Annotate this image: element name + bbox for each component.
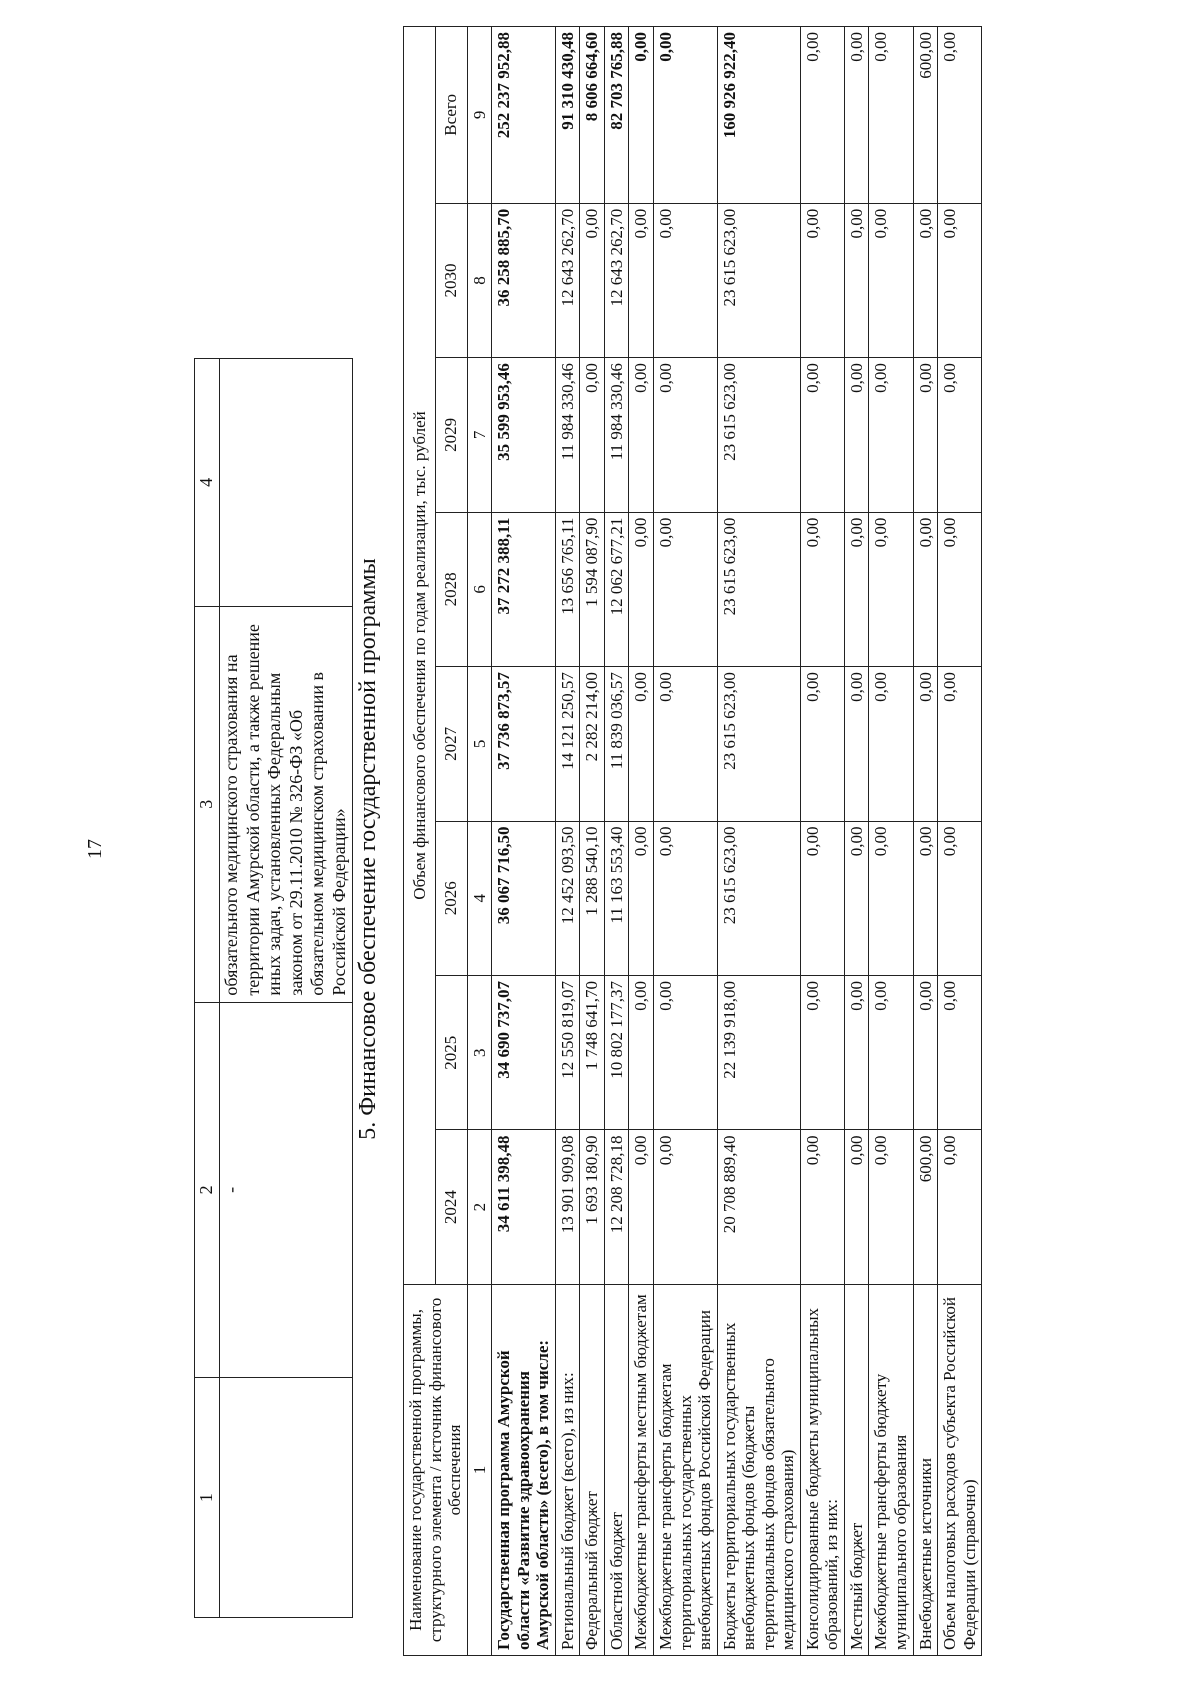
row-name: Межбюджетные трансферты бюджету муниципального образования (869, 1284, 913, 1655)
row-value: 11 839 036,57 (604, 667, 629, 821)
index-cell: 4 (467, 821, 492, 975)
row-value: 0,00 (913, 203, 938, 357)
row-value: 2 282 214,00 (580, 667, 605, 821)
row-value: 36 067 716,50 (492, 821, 556, 975)
row-name: Федеральный бюджет (580, 1284, 605, 1655)
page-number: 17 (84, 839, 106, 859)
header-year-2025: 2025 (435, 975, 467, 1129)
cont-header-4: 4 (195, 359, 220, 607)
row-value: 0,00 (844, 358, 869, 512)
header-year-2027: 2027 (435, 667, 467, 821)
row-value: 0,00 (654, 667, 718, 821)
row-name: Местный бюджет (844, 1284, 869, 1655)
row-value: 35 599 953,46 (492, 358, 556, 512)
row-value: 0,00 (869, 975, 913, 1129)
cont-cell-2: - (220, 1002, 353, 1378)
row-name: Региональный бюджет (всего), из них: (555, 1284, 580, 1655)
row-value: 0,00 (629, 667, 654, 821)
table-row (913, 27, 938, 1656)
index-cell: 2 (467, 1130, 492, 1284)
row-value: 10 802 177,37 (604, 975, 629, 1129)
row-total: 0,00 (629, 27, 654, 204)
row-value: 0,00 (654, 203, 718, 357)
row-value: 0,00 (844, 512, 869, 666)
financial-table-body (492, 27, 982, 1656)
row-value: 0,00 (938, 203, 982, 357)
row-value: 600,00 (913, 1130, 938, 1284)
row-value: 12 550 819,07 (555, 975, 580, 1129)
row-value: 14 121 250,57 (555, 667, 580, 821)
row-name: Объем налоговых расходов субъекта Российской Федерации (справочно) (938, 1284, 982, 1655)
index-cell: 6 (467, 512, 492, 666)
row-value: 23 615 623,00 (717, 667, 800, 821)
row-value: 0,00 (629, 512, 654, 666)
row-value: 11 163 553,40 (604, 821, 629, 975)
row-value: 23 615 623,00 (717, 203, 800, 357)
row-value: 0,00 (844, 667, 869, 821)
row-value: 0,00 (913, 512, 938, 666)
row-value: 0,00 (654, 975, 718, 1129)
table-row (604, 27, 629, 1656)
row-value: 13 656 765,11 (555, 512, 580, 666)
continuation-table (194, 358, 353, 1618)
row-name: Межбюджетные трансферты бюджетам территориальных государственных внебюджетных фондов Российской Федерации (654, 1284, 718, 1655)
table-row (492, 27, 556, 1656)
row-total: 160 926 922,40 (717, 27, 800, 204)
row-value: 0,00 (800, 1130, 844, 1284)
row-total: 8 606 664,60 (580, 27, 605, 204)
cont-header-1: 1 (195, 1378, 220, 1618)
row-value: 36 258 885,70 (492, 203, 556, 357)
row-value: 0,00 (869, 821, 913, 975)
row-value: 0,00 (938, 512, 982, 666)
header-group: Объем финансового обеспечения по годам реализации, тыс. рублей (404, 27, 436, 1285)
header-total: Всего (435, 27, 467, 204)
row-value: 0,00 (844, 203, 869, 357)
row-value: 0,00 (913, 667, 938, 821)
table-row (580, 27, 605, 1656)
cont-header-2: 2 (195, 1002, 220, 1378)
index-cell: 9 (467, 27, 492, 204)
row-value: 11 984 330,46 (604, 358, 629, 512)
row-value: 0,00 (913, 358, 938, 512)
row-value: 0,00 (844, 821, 869, 975)
row-name: Государственная программа Амурской области «Развитие здравоохранения Амурской области» (всего), в том числе: (492, 1284, 556, 1655)
row-value: 0,00 (800, 512, 844, 666)
cont-cell-4 (220, 359, 353, 607)
header-year-2026: 2026 (435, 821, 467, 975)
row-value: 12 643 262,70 (604, 203, 629, 357)
row-value: 23 615 623,00 (717, 358, 800, 512)
index-cell: 8 (467, 203, 492, 357)
row-value: 23 615 623,00 (717, 512, 800, 666)
index-cell: 7 (467, 358, 492, 512)
row-value: 0,00 (800, 975, 844, 1129)
row-value: 0,00 (629, 203, 654, 357)
row-value: 0,00 (869, 667, 913, 821)
row-value: 12 062 677,21 (604, 512, 629, 666)
row-total: 252 237 952,88 (492, 27, 556, 204)
row-value: 0,00 (580, 203, 605, 357)
row-value: 12 452 093,50 (555, 821, 580, 975)
row-value: 0,00 (654, 1130, 718, 1284)
row-value: 0,00 (629, 1130, 654, 1284)
table-row (629, 27, 654, 1656)
section-heading: 5. Финансовое обеспечение государственной программы (355, 558, 381, 1140)
row-value: 0,00 (654, 358, 718, 512)
row-name: Областной бюджет (604, 1284, 629, 1655)
row-value: 0,00 (629, 358, 654, 512)
row-total: 91 310 430,48 (555, 27, 580, 204)
row-value: 0,00 (629, 821, 654, 975)
row-value: 0,00 (938, 821, 982, 975)
row-name: Внебюджетные источники (913, 1284, 938, 1655)
row-value: 37 736 873,57 (492, 667, 556, 821)
row-value: 0,00 (938, 1130, 982, 1284)
header-name: Наименование государственной программы, структурного элемента / источник финансового обеспечения (404, 1284, 468, 1655)
financial-table (403, 26, 982, 1656)
row-value: 0,00 (938, 358, 982, 512)
row-value: 0,00 (580, 358, 605, 512)
row-value: 34 690 737,07 (492, 975, 556, 1129)
row-total: 0,00 (654, 27, 718, 204)
row-value: 0,00 (869, 203, 913, 357)
table-row (800, 27, 844, 1656)
row-value: 0,00 (869, 358, 913, 512)
cont-cell-1 (220, 1378, 353, 1618)
row-total: 0,00 (869, 27, 913, 204)
row-total: 0,00 (844, 27, 869, 204)
row-value: 0,00 (800, 667, 844, 821)
row-value: 12 643 262,70 (555, 203, 580, 357)
header-year-2029: 2029 (435, 358, 467, 512)
row-value: 0,00 (629, 975, 654, 1129)
row-total: 600,00 (913, 27, 938, 204)
row-value: 0,00 (654, 512, 718, 666)
header-year-2030: 2030 (435, 203, 467, 357)
row-value: 0,00 (800, 821, 844, 975)
index-cell: 5 (467, 667, 492, 821)
row-value: 20 708 889,40 (717, 1130, 800, 1284)
row-total: 82 703 765,88 (604, 27, 629, 204)
header-year-2028: 2028 (435, 512, 467, 666)
row-name: Бюджеты территориальных государственных внебюджетных фондов (бюджеты территориальных фондов обязательного медицинского страхования) (717, 1284, 800, 1655)
row-value: 1 594 087,90 (580, 512, 605, 666)
table-row (938, 27, 982, 1656)
row-total: 0,00 (938, 27, 982, 204)
row-value: 23 615 623,00 (717, 821, 800, 975)
row-value: 1 693 180,90 (580, 1130, 605, 1284)
index-cell: 1 (467, 1284, 492, 1655)
table-row (555, 27, 580, 1656)
table-row (869, 27, 913, 1656)
row-value: 0,00 (938, 975, 982, 1129)
row-value: 13 901 909,08 (555, 1130, 580, 1284)
row-name: Консолидированные бюджеты муниципальных образований, из них: (800, 1284, 844, 1655)
row-value: 0,00 (913, 975, 938, 1129)
index-cell: 3 (467, 975, 492, 1129)
row-value: 0,00 (869, 512, 913, 666)
row-total: 0,00 (800, 27, 844, 204)
row-value: 0,00 (800, 203, 844, 357)
cont-cell-3: обязательного медицинского страхования на территории Амурской области, а также решение иных задач, установленных Федеральным законом от 29.11.2010 № 326-ФЗ «Об обязательном медицинском страховании в Российской Федерации» (220, 606, 353, 1002)
cont-header-3: 3 (195, 606, 220, 1002)
row-value: 11 984 330,46 (555, 358, 580, 512)
row-value: 0,00 (869, 1130, 913, 1284)
row-value: 1 748 641,70 (580, 975, 605, 1129)
row-value: 0,00 (844, 975, 869, 1129)
table-row (654, 27, 718, 1656)
header-year-2024: 2024 (435, 1130, 467, 1284)
row-value: 34 611 398,48 (492, 1130, 556, 1284)
row-value: 1 288 540,10 (580, 821, 605, 975)
table-row (717, 27, 800, 1656)
row-name: Межбюджетные трансферты местным бюджетам (629, 1284, 654, 1655)
row-value: 22 139 918,00 (717, 975, 800, 1129)
table-row (844, 27, 869, 1656)
row-value: 0,00 (938, 667, 982, 821)
row-value: 0,00 (913, 821, 938, 975)
row-value: 12 208 728,18 (604, 1130, 629, 1284)
row-value: 0,00 (654, 821, 718, 975)
row-value: 0,00 (844, 1130, 869, 1284)
row-value: 37 272 388,11 (492, 512, 556, 666)
row-value: 0,00 (800, 358, 844, 512)
